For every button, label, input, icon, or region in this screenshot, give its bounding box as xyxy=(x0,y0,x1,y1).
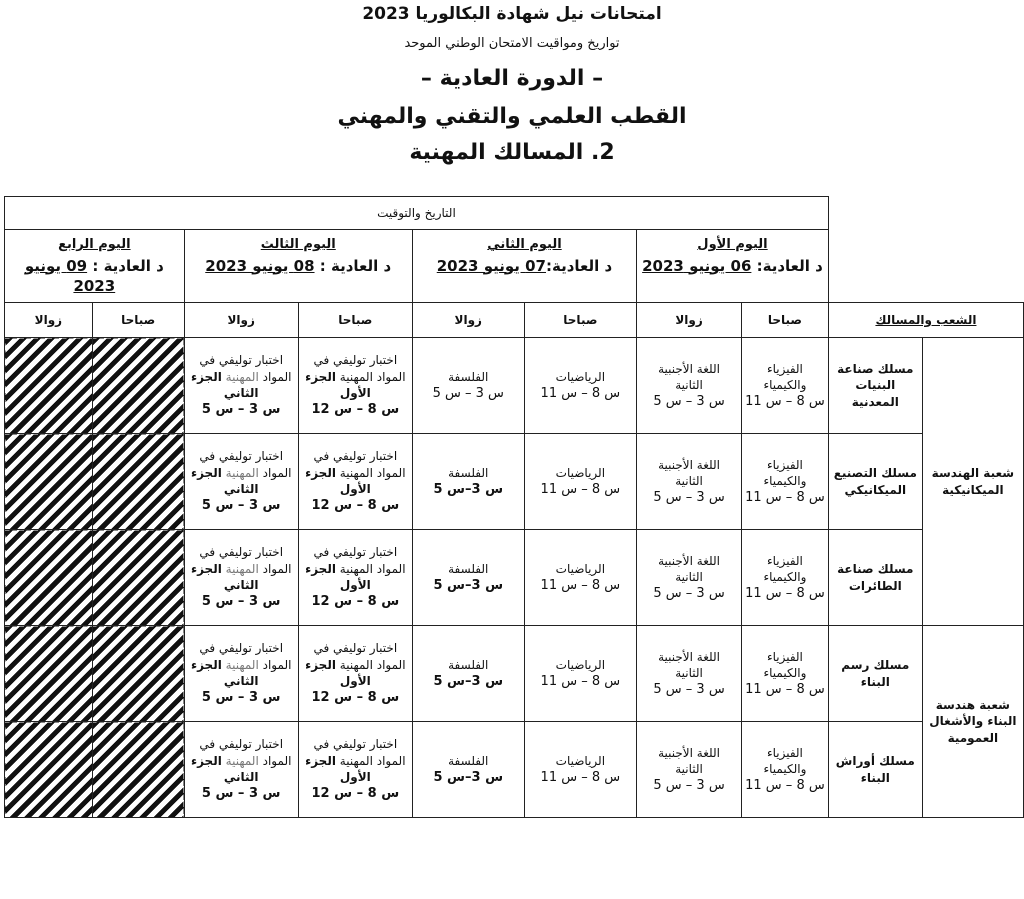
day3-morning-cell: اختبار توليفي في المواد المهنية الجزء الأول س 8 – س 12 xyxy=(298,626,412,722)
day2-date: د العادية:07 يونيو 2023 xyxy=(436,256,613,275)
day2-morning-header: صباحا xyxy=(524,303,636,338)
tracks-header: الشعب والمسالك xyxy=(828,303,1023,338)
day2-morning-cell: الرياضيات س 8 – س 11 xyxy=(524,626,636,722)
day1-name: اليوم الأول xyxy=(697,237,768,252)
day4-header xyxy=(5,230,185,303)
day4-morning-header: صباحا xyxy=(92,303,184,338)
date-time-row xyxy=(5,197,1024,230)
table-row xyxy=(5,434,1024,530)
track-cell: مسلك أوراش البناء xyxy=(828,722,922,818)
table-row xyxy=(5,338,1024,434)
day3-header xyxy=(184,230,412,303)
day3-afternoon-cell: اختبار توليفي في المواد المهنية الجزء الثاني س 3 – س 5 xyxy=(184,434,298,530)
day4-afternoon-hatched-cell xyxy=(5,338,93,434)
day3-afternoon-cell: اختبار توليفي في المواد المهنية الجزء الثاني س 3 – س 5 xyxy=(184,530,298,626)
filiere-mechanical: شعبة الهندسة الميكانيكية xyxy=(922,338,1023,626)
day4-morning-hatched-cell xyxy=(92,626,184,722)
track-cell: مسلك رسم البناء xyxy=(828,626,922,722)
date-time-label: التاريخ والتوقيت xyxy=(5,197,829,230)
table-row xyxy=(5,530,1024,626)
day1-afternoon-header: زوالا xyxy=(637,303,742,338)
day4-afternoon-hatched-cell xyxy=(5,434,93,530)
track-cell: مسلك صناعة الطائرات xyxy=(828,530,922,626)
day3-morning-cell: اختبار توليفي في المواد المهنية الجزء الأول س 8 – س 12 xyxy=(298,722,412,818)
day4-morning-hatched-cell xyxy=(92,434,184,530)
day2-afternoon-cell: الفلسفة س 3–س 5 xyxy=(412,530,524,626)
day1-morning-cell: الفيزياء والكيمياء س 8 – س 11 xyxy=(741,338,828,434)
day2-morning-cell: الرياضيات س 8 – س 11 xyxy=(524,722,636,818)
session-title: – الدورة العادية – xyxy=(420,66,604,91)
day1-afternoon-cell: اللغة الأجنبية الثانية س 3 – س 5 xyxy=(637,434,742,530)
day3-afternoon-cell: اختبار توليفي في المواد المهنية الجزء الثاني س 3 – س 5 xyxy=(184,626,298,722)
day1-header xyxy=(637,230,829,303)
day2-afternoon-cell: الفلسفة س 3–س 5 xyxy=(412,626,524,722)
day2-afternoon-cell: الفلسفة س 3 – س 5 xyxy=(412,338,524,434)
day2-morning-cell: الرياضيات س 8 – س 11 xyxy=(524,530,636,626)
day2-afternoon-header: زوالا xyxy=(412,303,524,338)
day3-name: اليوم الثالث xyxy=(260,237,336,252)
exam-schedule-table xyxy=(4,196,1024,818)
day3-afternoon-cell: اختبار توليفي في المواد المهنية الجزء الثاني س 3 – س 5 xyxy=(184,338,298,434)
slot-header-row xyxy=(5,303,1024,338)
exam-title: امتحانات نيل شهادة البكالوريا 2023 xyxy=(362,4,662,24)
day1-afternoon-cell: اللغة الأجنبية الثانية س 3 – س 5 xyxy=(637,338,742,434)
day3-morning-header: صباحا xyxy=(298,303,412,338)
day1-morning-cell: الفيزياء والكيمياء س 8 – س 11 xyxy=(741,434,828,530)
day2-afternoon-cell: الفلسفة س 3–س 5 xyxy=(412,434,524,530)
day3-afternoon-header: زوالا xyxy=(184,303,298,338)
day1-morning-header: صباحا xyxy=(741,303,828,338)
day1-afternoon-cell: اللغة الأجنبية الثانية س 3 – س 5 xyxy=(637,722,742,818)
day3-morning-cell: اختبار توليفي في المواد المهنية الجزء الأول س 8 – س 12 xyxy=(298,434,412,530)
exam-subtitle: تواريخ ومواقيت الامتحان الوطني الموحد xyxy=(404,36,620,51)
day1-date: د العادية: 06 يونيو 2023 xyxy=(642,256,823,275)
day3-morning-cell: اختبار توليفي في المواد المهنية الجزء الأول س 8 – س 12 xyxy=(298,338,412,434)
day4-morning-hatched-cell xyxy=(92,530,184,626)
table-row xyxy=(5,626,1024,722)
day1-morning-cell: الفيزياء والكيمياء س 8 – س 11 xyxy=(741,530,828,626)
day-header-row xyxy=(5,230,1024,303)
day2-header xyxy=(412,230,636,303)
track-cell: مسلك صناعة البنيات المعدنية xyxy=(828,338,922,434)
day2-name: اليوم الثاني xyxy=(487,237,562,252)
day4-name: اليوم الرابع xyxy=(58,237,131,252)
day4-afternoon-hatched-cell xyxy=(5,530,93,626)
day2-afternoon-cell: الفلسفة س 3–س 5 xyxy=(412,722,524,818)
day3-afternoon-cell: اختبار توليفي في المواد المهنية الجزء الثاني س 3 – س 5 xyxy=(184,722,298,818)
day1-morning-cell: الفيزياء والكيمياء س 8 – س 11 xyxy=(741,626,828,722)
day4-afternoon-hatched-cell xyxy=(5,626,93,722)
day3-date: د العادية : 08 يونيو 2023 xyxy=(205,256,392,275)
day3-morning-cell: اختبار توليفي في المواد المهنية الجزء الأول س 8 – س 12 xyxy=(298,530,412,626)
day1-afternoon-cell: اللغة الأجنبية الثانية س 3 – س 5 xyxy=(637,530,742,626)
day4-morning-hatched-cell xyxy=(92,338,184,434)
day1-morning-cell: الفيزياء والكيمياء س 8 – س 11 xyxy=(741,722,828,818)
day2-morning-cell: الرياضيات س 8 – س 11 xyxy=(524,434,636,530)
day4-afternoon-hatched-cell xyxy=(5,722,93,818)
table-row xyxy=(5,722,1024,818)
pole-title: القطب العلمي والتقني والمهني xyxy=(337,104,687,129)
day2-morning-cell: الرياضيات س 8 – س 11 xyxy=(524,338,636,434)
section-title: 2. المسالك المهنية xyxy=(409,140,615,165)
day1-afternoon-cell: اللغة الأجنبية الثانية س 3 – س 5 xyxy=(637,626,742,722)
filiere-construction: شعبة هندسة البناء والأشغال العمومية xyxy=(922,626,1023,818)
day4-morning-hatched-cell xyxy=(92,722,184,818)
day4-date: د العادية : 09 يونيو 2023 xyxy=(24,256,164,295)
track-cell: مسلك التصنيع الميكانيكي xyxy=(828,434,922,530)
day4-afternoon-header: زوالا xyxy=(5,303,93,338)
